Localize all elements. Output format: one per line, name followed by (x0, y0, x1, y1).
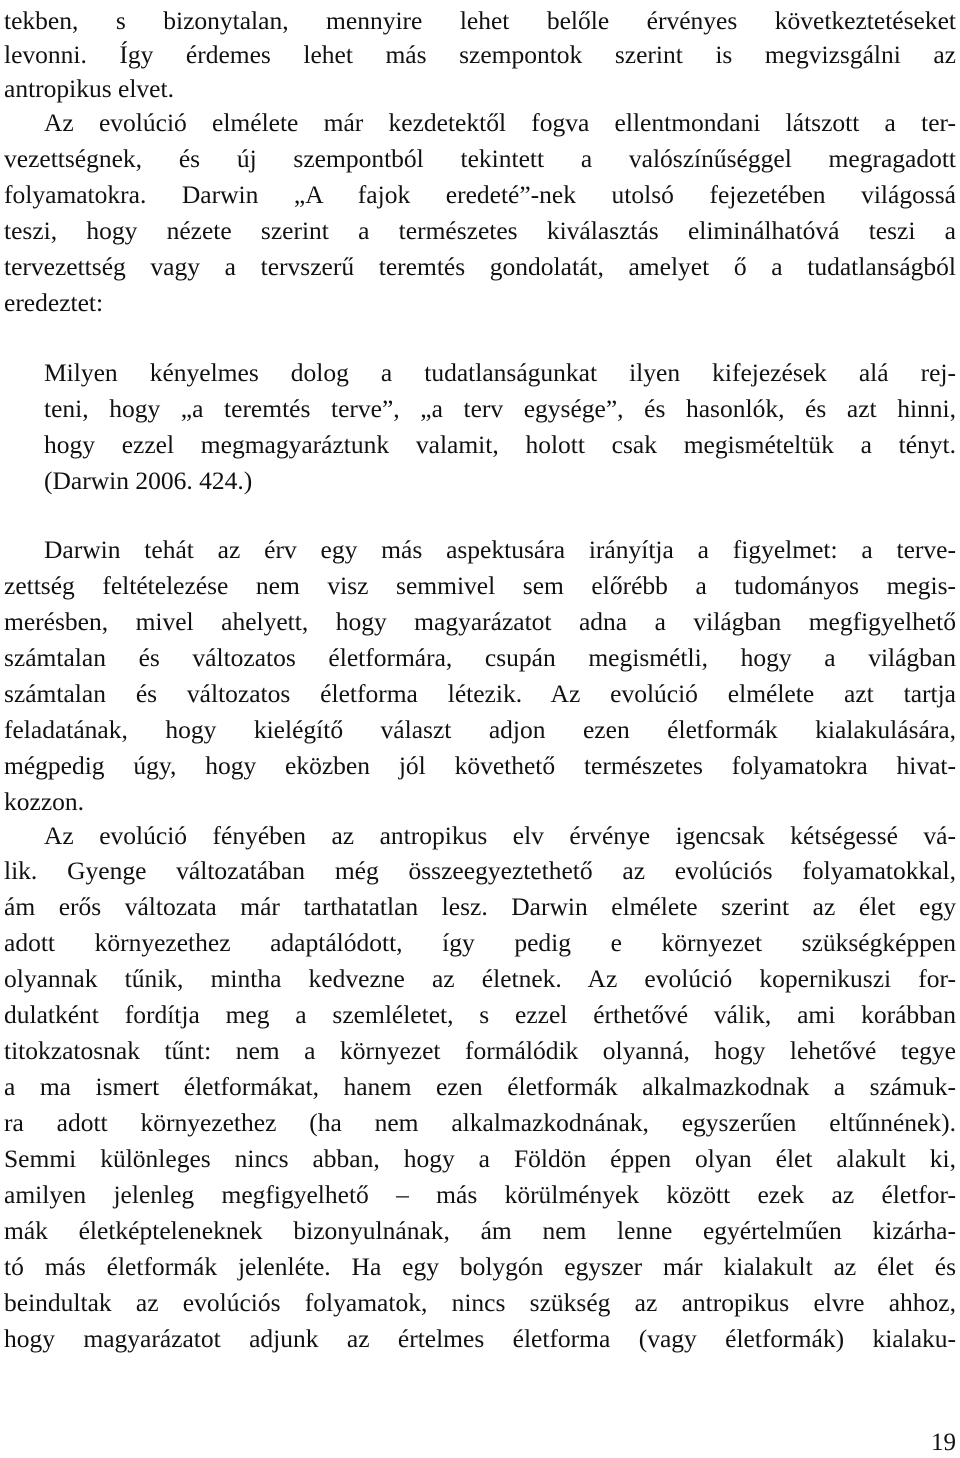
text-line: hogy magyarázatot adjunk az értelmes életforma (vagy életformák) kialaku- (4, 1324, 956, 1353)
text-line: levonni. Így érdemes lehet más szempontok szerint is megvizsgálni az (4, 40, 956, 69)
text-line: eredeztet: (4, 288, 104, 317)
text-line: lik. Gyenge változatában még összeegyeztethető az evolúciós folyamatokkal, (4, 856, 956, 885)
text-line: teni, hogy „a teremtés terve”, „a terv egysége”, és hasonlók, és azt hinni, (44, 394, 956, 423)
text-line: (Darwin 2006. 424.) (44, 466, 253, 495)
text-line: merésben, mivel ahelyett, hogy magyarázatot adna a világban megfigyelhető (4, 607, 956, 636)
text-line: Az evolúció elmélete már kezdetektől fogva ellentmondani látszott a ter- (44, 108, 956, 137)
text-line: számtalan és változatos életformára, csupán megismétli, hogy a világban (4, 643, 956, 672)
text-line: titokzatosnak tűnt: nem a környezet formálódik olyanná, hogy lehetővé tegye (4, 1036, 956, 1065)
text-line: tekben, s bizonytalan, mennyire lehet belőle érvényes következtetéseket (4, 6, 956, 35)
text-line: ra adott környezethez (ha nem alkalmazkodnának, egyszerűen eltűnnének). (4, 1108, 956, 1137)
text-line: Az evolúció fényében az antropikus elv érvénye igencsak kétségessé vá- (44, 821, 956, 850)
text-line: vezettségnek, és új szempontból tekintett a valószínűséggel megragadott (4, 144, 956, 173)
text-line: a ma ismert életformákat, hanem ezen életformák alkalmazkodnak a számuk- (4, 1072, 956, 1101)
text-line: zettség feltételezése nem visz semmivel sem előrébb a tudományos megis- (4, 571, 956, 600)
text-line: beindultak az evolúciós folyamatok, nincs szükség az antropikus elvre ahhoz, (4, 1288, 956, 1317)
text-line: kozzon. (4, 787, 85, 816)
text-line: Semmi különleges nincs abban, hogy a Földön éppen olyan élet alakult ki, (4, 1144, 956, 1173)
text-line: mák életképteleneknek bizonyulnának, ám nem lenne egyértelműen kizárha- (4, 1216, 956, 1245)
text-line: tervezettség vagy a tervszerű teremtés gondolatát, amelyet ő a tudatlanságból (4, 252, 956, 281)
text-line: antropikus elvet. (4, 74, 174, 103)
text-line: ám erős változata már tarthatatlan lesz. Darwin elmélete szerint az élet egy (4, 892, 956, 921)
text-line: adott környezethez adaptálódott, így pedig e környezet szükségképpen (4, 928, 956, 957)
text-line: olyannak tűnik, mintha kedvezne az életnek. Az evolúció kopernikuszi for- (4, 964, 956, 993)
text-line: folyamatokra. Darwin „A fajok eredeté”-nek utolsó fejezetében világossá (4, 180, 956, 209)
text-line: feladatának, hogy kielégítő választ adjon ezen életformák kialakulására, (4, 715, 956, 744)
text-line: számtalan és változatos életforma létezik. Az evolúció elmélete azt tartja (4, 679, 956, 708)
page-number: 19 (931, 1429, 956, 1456)
text-line: hogy ezzel megmagyaráztunk valamit, holott csak megismételtük a tényt. (44, 430, 956, 459)
text-line: mégpedig úgy, hogy eközben jól követhető természetes folyamatokra hivat- (4, 751, 956, 780)
text-line: amilyen jelenleg megfigyelhető – más körülmények között ezek az életfor- (4, 1180, 956, 1209)
text-line: Darwin tehát az érv egy más aspektusára irányítja a figyelmet: a terve- (44, 535, 956, 564)
text-line: tó más életformák jelenléte. Ha egy bolygón egyszer már kialakult az élet és (4, 1252, 956, 1281)
text-line: teszi, hogy nézete szerint a természetes kiválasztás eliminálhatóvá teszi a (4, 216, 956, 245)
text-line: dulatként fordítja meg a szemléletet, s ezzel érthetővé válik, ami korábban (4, 1000, 956, 1029)
text-line: Milyen kényelmes dolog a tudatlanságunkat ilyen kifejezések alá rej- (44, 358, 956, 387)
